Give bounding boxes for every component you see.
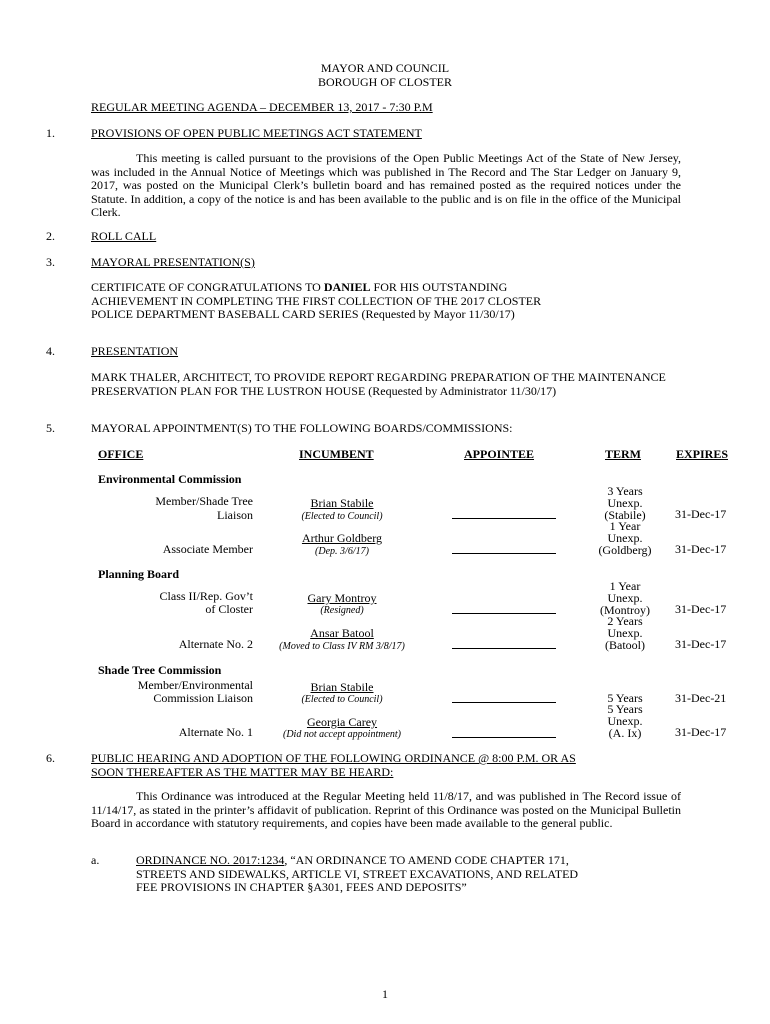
ordinance-number-link[interactable]: ORDINANCE NO. 2017:1234 bbox=[136, 853, 285, 867]
section-1-number: 1. bbox=[46, 126, 55, 140]
incumbent-name: Arthur Goldberg bbox=[301, 531, 383, 545]
office-label: Associate Member bbox=[162, 542, 253, 556]
incumbent-note: (Moved to Class IV RM 3/8/17) bbox=[279, 641, 405, 652]
term-text: Unexp. bbox=[607, 591, 643, 605]
section-6-title-line-2: SOON THEREAFTER AS THE MATTER MAY BE HEARD: bbox=[91, 765, 394, 779]
incumbent-note: (Elected to Council) bbox=[301, 511, 383, 522]
incumbent-name: Brian Stabile bbox=[310, 496, 374, 510]
board-environmental-commission: Environmental Commission bbox=[98, 472, 242, 486]
incumbent-name: Gary Montroy bbox=[307, 591, 377, 605]
term-text: (Batool) bbox=[605, 638, 645, 652]
office-label: Commission Liaison bbox=[153, 691, 253, 705]
incumbent-note: (Dep. 3/6/17) bbox=[315, 546, 369, 557]
ordinance-item-line-2: STREETS AND SIDEWALKS, ARTICLE VI, STREET EXCAVATIONS, AND RELATED bbox=[136, 867, 579, 881]
incumbent-name: Ansar Batool bbox=[310, 626, 374, 640]
expires-date: 31-Dec-17 bbox=[675, 507, 727, 521]
appointee-blank-line bbox=[452, 553, 556, 554]
term-text: 5 Years bbox=[607, 691, 643, 705]
section-1-body: This meeting is called pursuant to the provisions of the Open Public Meetings Act of the State of New Jersey, was included in the Annual Notice of Meetings which was published in The Record and The Star Ledger on January 9, 2017, was posted on the Municipal Clerk’s bulletin board and has remained posted as the required notices under the Statute. In addition, a copy of the notice is and has been available to the public and is on file in the office of the Municipal Clerk. bbox=[91, 151, 681, 219]
header-expires: EXPIRES bbox=[676, 447, 729, 461]
header-line-1: MAYOR AND COUNCIL bbox=[320, 61, 450, 75]
appointee-blank-line bbox=[452, 648, 556, 649]
section-6-number: 6. bbox=[46, 751, 55, 765]
expires-date: 31-Dec-17 bbox=[675, 637, 727, 651]
incumbent-name: Georgia Carey bbox=[306, 715, 378, 729]
agenda-title: REGULAR MEETING AGENDA – DECEMBER 13, 2017 - 7:30 P.M bbox=[91, 100, 433, 114]
section-1-title: PROVISIONS OF OPEN PUBLIC MEETINGS ACT STATEMENT bbox=[91, 126, 422, 140]
term-text: 1 Year bbox=[609, 579, 641, 593]
term-text: (Goldberg) bbox=[598, 543, 652, 557]
expires-date: 31-Dec-17 bbox=[675, 725, 727, 739]
term-text: Unexp. bbox=[607, 531, 643, 545]
appointee-blank-line bbox=[452, 702, 556, 703]
section-3-title: MAYORAL PRESENTATION(S) bbox=[91, 255, 255, 269]
office-label: Alternate No. 1 bbox=[178, 725, 253, 739]
office-label: Liaison bbox=[217, 508, 253, 522]
term-text: 3 Years bbox=[607, 484, 643, 498]
term-text: 2 Years bbox=[607, 614, 643, 628]
expires-date: 31-Dec-17 bbox=[675, 542, 727, 556]
incumbent-note: (Resigned) bbox=[320, 605, 364, 616]
section-4-body: MARK THALER, ARCHITECT, TO PROVIDE REPORT REGARDING PREPARATION OF THE MAINTENANCE PRESERVATION PLAN FOR THE LUSTRON HOUSE (Requested by Administrator 11/30/17) bbox=[91, 370, 666, 398]
header-term: TERM bbox=[605, 447, 641, 461]
header-appointee: APPOINTEE bbox=[464, 447, 535, 461]
honoree-name: DANIEL bbox=[323, 280, 371, 294]
header-incumbent: INCUMBENT bbox=[299, 447, 374, 461]
page-number: 1 bbox=[382, 987, 388, 1001]
section-5-number: 5. bbox=[46, 421, 55, 435]
section-6-body: This Ordinance was introduced at the Regular Meeting held 11/8/17, and was published in The Record issue of 11/14/17, as stated in the printer’s affidavit of publication. Reprint of this Ordinance was posted on the Municipal Bulletin Board in accordance with statutory requirements, and copies have been made available to the general public. bbox=[91, 789, 681, 830]
expires-date: 31-Dec-17 bbox=[675, 602, 727, 616]
ordinance-title-start: , “AN ORDINANCE TO AMEND CODE CHAPTER 171, bbox=[284, 853, 569, 867]
term-text: Unexp. bbox=[607, 496, 643, 510]
appointee-blank-line bbox=[452, 518, 556, 519]
section-3-number: 3. bbox=[46, 255, 55, 269]
board-planning-board: Planning Board bbox=[98, 567, 180, 581]
ordinance-item-line-3: FEE PROVISIONS IN CHAPTER §A301, FEES AND DEPOSITS” bbox=[136, 880, 467, 894]
appointee-blank-line bbox=[452, 737, 556, 738]
term-text: Unexp. bbox=[607, 714, 643, 728]
section-2-title: ROLL CALL bbox=[91, 229, 157, 243]
section-2-number: 2. bbox=[46, 229, 55, 243]
section-5-title: MAYORAL APPOINTMENT(S) TO THE FOLLOWING BOARDS/COMMISSIONS: bbox=[91, 421, 513, 435]
term-text: 1 Year bbox=[609, 519, 641, 533]
term-text: (A. Ix) bbox=[608, 726, 642, 740]
ordinance-item-line-1 bbox=[136, 854, 569, 867]
term-text: Unexp. bbox=[607, 626, 643, 640]
section-4-number: 4. bbox=[46, 344, 55, 358]
header-office: OFFICE bbox=[98, 447, 144, 461]
incumbent-name: Brian Stabile bbox=[310, 680, 374, 694]
section-3-body-post: FOR HIS OUTSTANDING ACHIEVEMENT IN COMPLETING THE FIRST COLLECTION OF THE 2017 CLOSTER POLICE DEPARTMENT BASEBALL CARD SERIES (Requested by Mayor 11/30/17) bbox=[91, 280, 542, 321]
term-text: (Montroy) bbox=[600, 603, 650, 617]
expires-date: 31-Dec-21 bbox=[675, 691, 727, 705]
incumbent-note: (Elected to Council) bbox=[301, 694, 383, 705]
term-text: 5 Years bbox=[607, 702, 643, 716]
section-6-title-line-1: PUBLIC HEARING AND ADOPTION OF THE FOLLOWING ORDINANCE @ 8:00 P.M. OR AS bbox=[91, 751, 576, 765]
ordinance-item-letter: a. bbox=[91, 853, 100, 867]
section-4-title: PRESENTATION bbox=[91, 344, 179, 358]
appointee-blank-line bbox=[452, 613, 556, 614]
header-line-2: BOROUGH OF CLOSTER bbox=[317, 75, 452, 89]
section-3-body-pre: CERTIFICATE OF CONGRATULATIONS TO bbox=[91, 280, 324, 294]
office-label: of Closter bbox=[205, 602, 253, 616]
office-label: Alternate No. 2 bbox=[178, 637, 253, 651]
section-3-body bbox=[91, 281, 581, 322]
office-label: Member/Shade Tree bbox=[155, 494, 253, 508]
office-label: Member/Environmental bbox=[137, 678, 253, 692]
board-shade-tree-commission: Shade Tree Commission bbox=[98, 663, 222, 677]
office-label: Class II/Rep. Gov’t bbox=[159, 589, 253, 603]
incumbent-note: (Did not accept appointment) bbox=[282, 729, 402, 740]
term-text: (Stabile) bbox=[604, 508, 646, 522]
